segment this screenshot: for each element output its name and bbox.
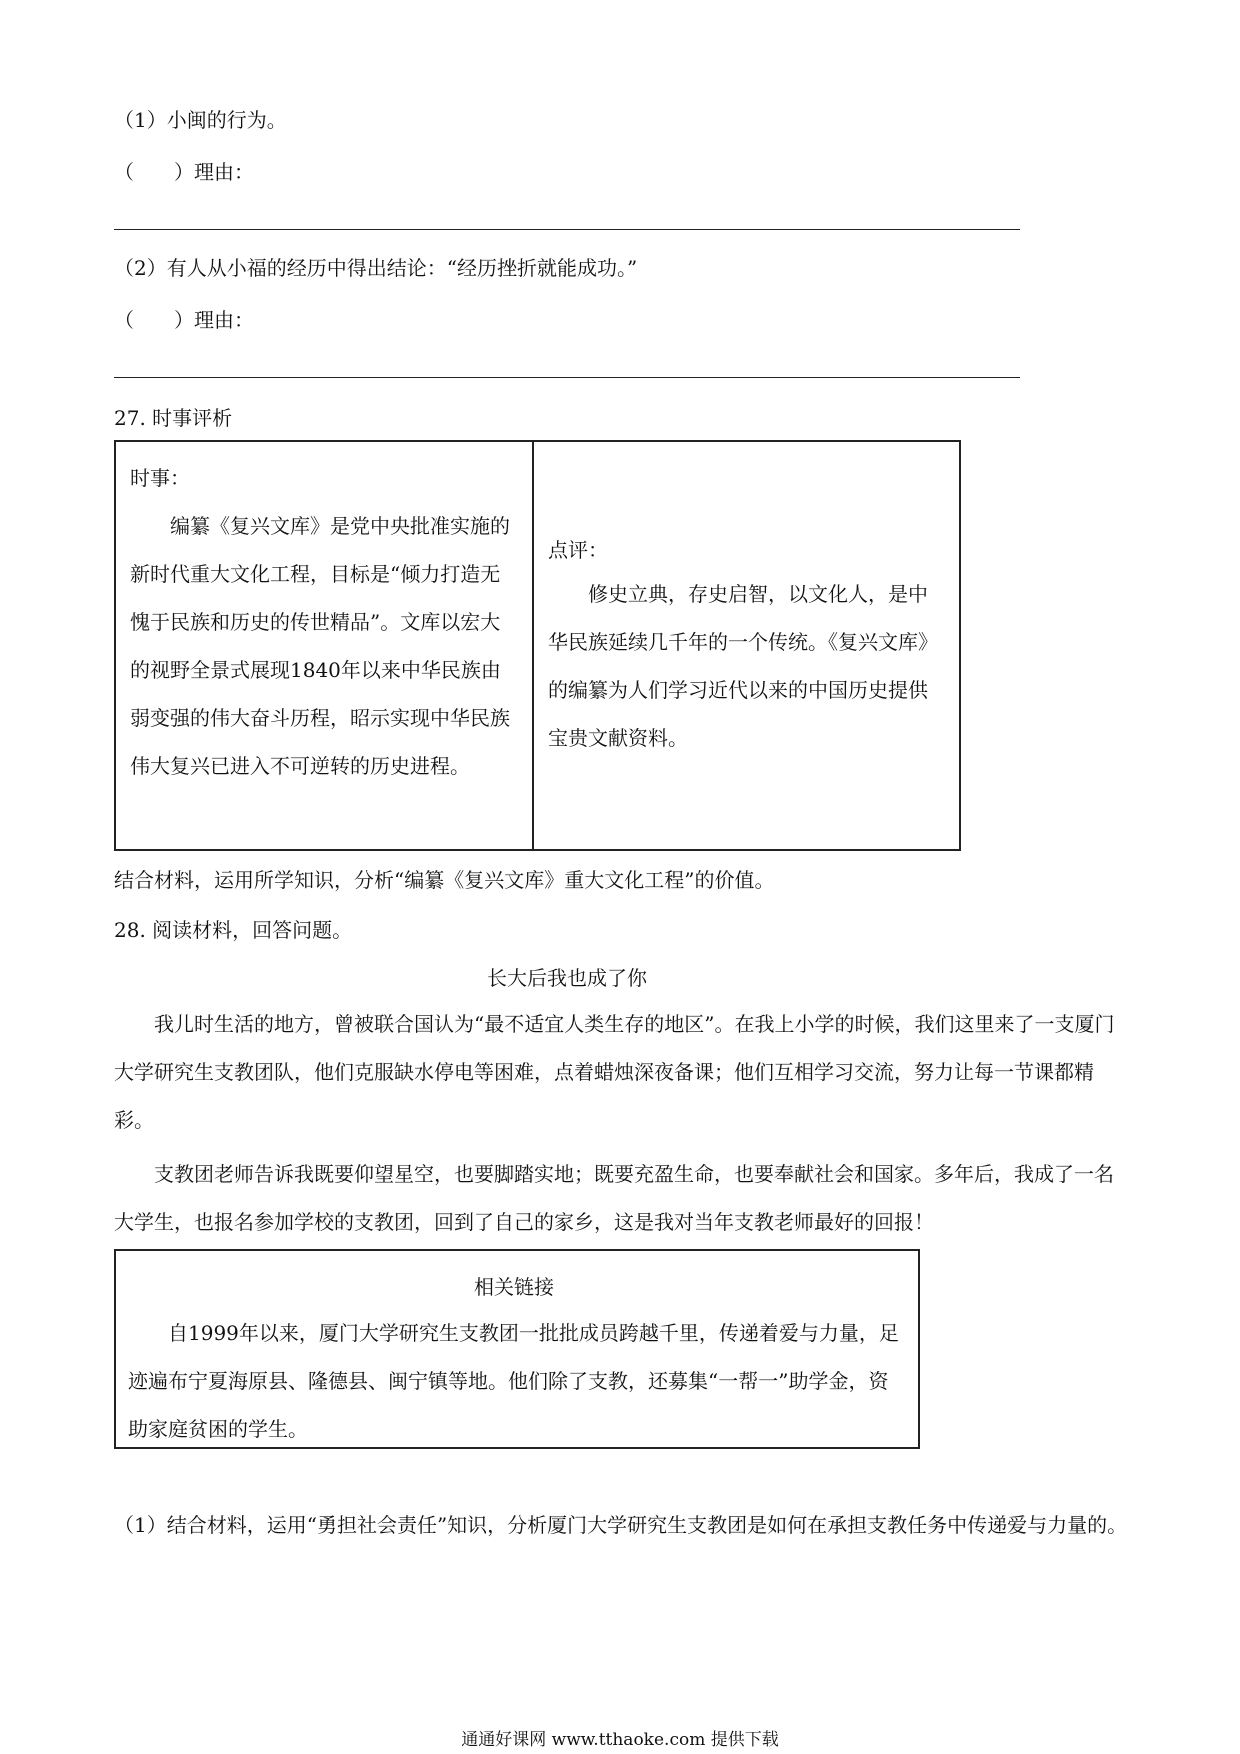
q26-sub1-answer-prompt: （ ）理由： xyxy=(114,160,254,184)
q27-news-body: 编纂《复兴文库》是党中央批准实施的新时代重大文化工程，目标是“倾力打造无愧于民族和历史的传世精品”。文库以宏大的视野全景式展现1840年以来中华民族由弱变强的伟大奋斗历程，昭示实现中华民族伟大复兴已进入不可逆转的历史进程。 xyxy=(130,514,510,778)
q28-link-body: 自1999年以来，厦门大学研究生支教团一批批成员跨越千里，传递着爱与力量，足迹遍布宁夏海原县、隆德县、闽宁镇等地。他们除了支教，还募集“一帮一”助学金，资助家庭贫困的学生。 xyxy=(128,1321,899,1441)
q28-link-title: 相关链接 xyxy=(474,1275,554,1299)
page-footer: 通通好课网 www.tthaoke.com 提供下载 xyxy=(461,1730,779,1750)
q27-comment-body: 修史立典，存史启智，以文化人，是中华民族延续几千年的一个传统。《复兴文库》的编纂为人们学习近代以来的中国历史提供宝贵文献资料。 xyxy=(548,582,938,750)
q28-paragraph-2: 支教团老师告诉我既要仰望星空，也要脚踏实地；既要充盈生命，也要奉献社会和国家。多年后，我成了一名大学生，也报名参加学校的支教团，回到了自己的家乡，这是我对当年支教老师最好的回报！ xyxy=(114,1162,1114,1234)
q27-news-cell xyxy=(116,442,532,849)
q27-news-label: 时事： xyxy=(130,466,190,490)
q28-title: 长大后我也成了你 xyxy=(487,966,647,990)
q27-comment-cell xyxy=(534,442,959,849)
q26-sub1-label: （1）小闽的行为。 xyxy=(114,108,287,132)
q28-sub1: （1）结合材料，运用“勇担社会责任”知识，分析厦门大学研究生支教团是如何在承担支教任务中传递爱与力量的。 xyxy=(114,1513,1128,1537)
q28-paragraph-1: 我儿时生活的地方，曾被联合国认为“最不适宜人类生存的地区”。在我上小学的时候，我们这里来了一支厦门大学研究生支教团队，他们克服缺水停电等困难，点着蜡烛深夜备课；他们互相学习交流，努力让每一节课都精彩。 xyxy=(114,1012,1115,1132)
q26-sub2-answer-prompt: （ ）理由： xyxy=(114,308,254,332)
q27-table xyxy=(114,440,961,851)
q28-related-link-box xyxy=(114,1249,920,1449)
q27-comment-label: 点评： xyxy=(548,538,608,562)
answer-line-2 xyxy=(114,377,1020,378)
q28-heading: 28. 阅读材料，回答问题。 xyxy=(114,918,353,942)
q27-heading: 27. 时事评析 xyxy=(114,406,233,430)
q27-question: 结合材料，运用所学知识，分析“编纂《复兴文库》重大文化工程”的价值。 xyxy=(114,868,775,892)
answer-line-1 xyxy=(114,229,1020,230)
q26-sub2-label: （2）有人从小福的经历中得出结论：“经历挫折就能成功。” xyxy=(114,256,638,280)
